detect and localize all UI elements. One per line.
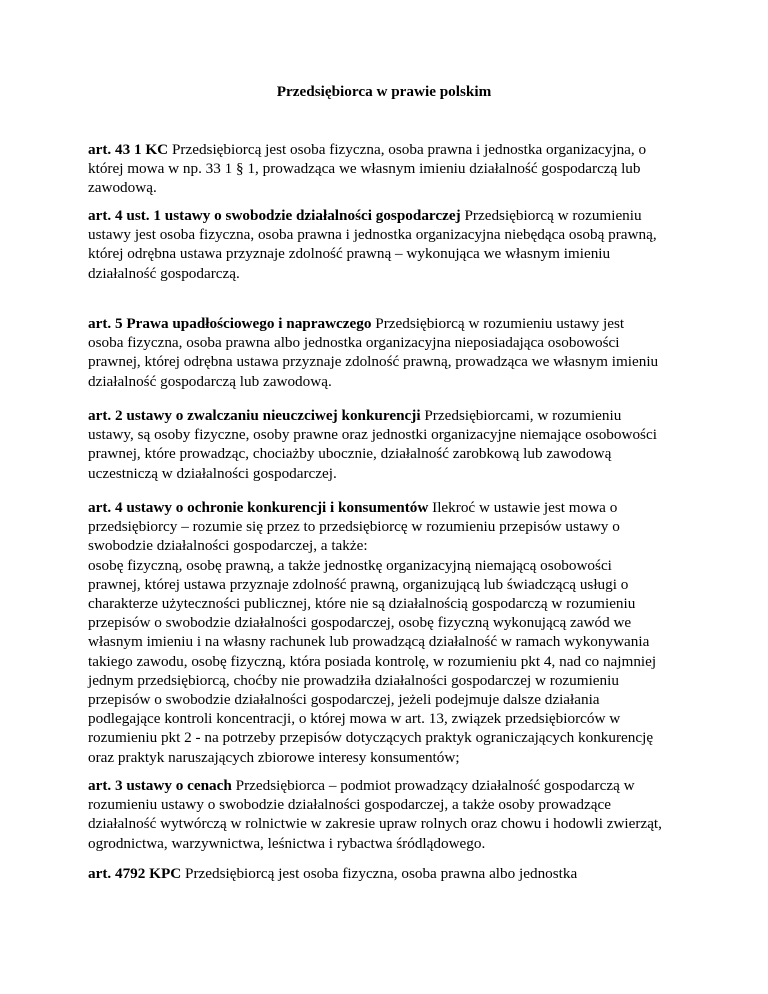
document-title: Przedsiębiorca w prawie polskim <box>276 83 492 100</box>
paragraph-art-2-znk <box>88 406 680 483</box>
paragraph-text: Przedsiębiorcą jest osoba fizyczna, osoba prawna albo jednostka <box>181 865 578 882</box>
paragraph-text: prawnej, które prowadząc, chociażby ubocznie, działalność zarobkową lub zawodową <box>88 445 612 463</box>
article-reference: art. 3 ustawy o cenach <box>88 777 232 794</box>
paragraph-art-43-kc <box>88 140 680 198</box>
paragraph-text: podlegające kontroli koncentracji, o której mowa w art. 13, związek przedsiębiorców w <box>88 710 621 728</box>
paragraph-art-3-ceny <box>88 776 680 853</box>
paragraph-text: ustawy jest osoba fizyczna, osoba prawna i jednostka organizacyjna niebędąca osobą prawną, <box>88 226 657 244</box>
paragraph-text: działalność gospodarczą. <box>88 264 240 282</box>
paragraph-text: działalność wytwórczą w rolnictwie w zakresie upraw rolnych oraz chowu i hodowli zwierząt, <box>88 815 662 833</box>
paragraph-text: Przedsiębiorcami, w rozumieniu <box>420 407 622 424</box>
paragraph-text: przepisów o swobodzie działalności gospodarczej, osobę fizyczną wykonującą zawód we <box>88 614 632 632</box>
article-reference: art. 4792 KPC <box>88 865 182 882</box>
paragraph-text: rozumieniu pkt 2 - na potrzeby przepisów dotyczących praktyk ograniczających konkurencję <box>88 729 654 747</box>
paragraph-text: oraz praktyk naruszających zbiorowe interesy konsumentów; <box>88 748 460 766</box>
paragraph-text: Przedsiębiorca – podmiot prowadzący działalność gospodarczą w <box>231 777 635 794</box>
paragraph-text: prawnej, której odrębna ustawa przyznaje zdolność prawną, prowadząca we własnym imieniu <box>88 353 659 371</box>
paragraph-text: ustawy, są osoby fizyczne, osoby prawne oraz jednostki organizacyjne niemające osobowości <box>88 426 657 444</box>
paragraph-text: charakterze użyteczności publicznej, które nie są działalnością gospodarczą w rozumieniu <box>88 595 636 613</box>
paragraph-text: Ilekroć w ustawie jest mowa o <box>428 499 618 516</box>
paragraph-art-4-okk <box>88 498 680 767</box>
paragraph-text: przedsiębiorcy – rozumie się przez to przedsiębiorcę w rozumieniu przepisów ustawy o <box>88 518 620 536</box>
paragraph-text: Przedsiębiorcą w rozumieniu <box>460 207 642 224</box>
paragraph-text: działalność gospodarczą lub zawodową. <box>88 372 332 390</box>
paragraph-text: rozumieniu ustawy o swobodzie działalności gospodarczej, a także osoby prowadzące <box>88 796 611 814</box>
paragraph-art-5-pui <box>88 314 680 391</box>
paragraph-art-4-sdg <box>88 206 680 283</box>
paragraph-text: ogrodnictwa, warzywnictwa, leśnictwa i rybactwa śródlądowego. <box>88 834 486 852</box>
paragraph-text: własnym imieniu i na własny rachunek lub prowadzącą działalność w ramach wykonywania <box>88 633 650 651</box>
paragraph-text: Przedsiębiorcą w rozumieniu ustawy jest <box>371 315 625 332</box>
paragraph-text: przepisów o swobodzie działalności gospodarczej, jeżeli podejmuje dalsze działania <box>88 691 600 709</box>
paragraph-text: osobę fizyczną, osobę prawną, a także jednostkę organizacyjną niemającą osobowości <box>88 556 612 574</box>
paragraph-text: jednym przedsiębiorcą, choćby nie prowadziła działalności gospodarczej w rozumieniu <box>88 671 619 689</box>
paragraph-text: osoba fizyczna, osoba prawna albo jednostka organizacyjna nieposiadająca osobowości <box>88 334 620 352</box>
paragraph-text: prawnej, której ustawa przyznaje zdolność prawną, organizującą lub świadczącą usługi o <box>88 575 629 593</box>
paragraph-text: uczestniczą w działalności gospodarczej. <box>88 464 337 482</box>
paragraph-text: której odrębna ustawa przyznaje zdolność prawną – wykonująca we własnym imieniu <box>88 245 611 263</box>
article-reference: art. 5 Prawa upadłościowego i naprawczego <box>88 315 372 332</box>
article-reference: art. 4 ustawy o ochronie konkurencji i konsumentów <box>88 499 429 516</box>
paragraph-art-4792-kpc <box>88 864 680 883</box>
paragraph-text: swobodzie działalności gospodarczej, a także: <box>88 537 368 555</box>
paragraph-text: zawodową. <box>88 179 157 197</box>
article-reference: art. 2 ustawy o zwalczaniu nieuczciwej konkurencji <box>88 407 421 424</box>
article-reference: art. 4 ust. 1 ustawy o swobodzie działalności gospodarczej <box>88 207 461 224</box>
paragraph-text: Przedsiębiorcą jest osoba fizyczna, osoba prawna i jednostka organizacyjna, o <box>168 141 647 158</box>
paragraph-text: takiego zawodu, osobę fizyczną, która posiada kontrolę, w rozumieniu pkt 4, nad co najmniej <box>88 652 657 670</box>
article-reference: art. 43 1 KC <box>88 141 169 158</box>
paragraph-text: której mowa w np. 33 1 § 1, prowadząca we własnym imieniu działalność gospodarczą lub <box>88 160 641 178</box>
